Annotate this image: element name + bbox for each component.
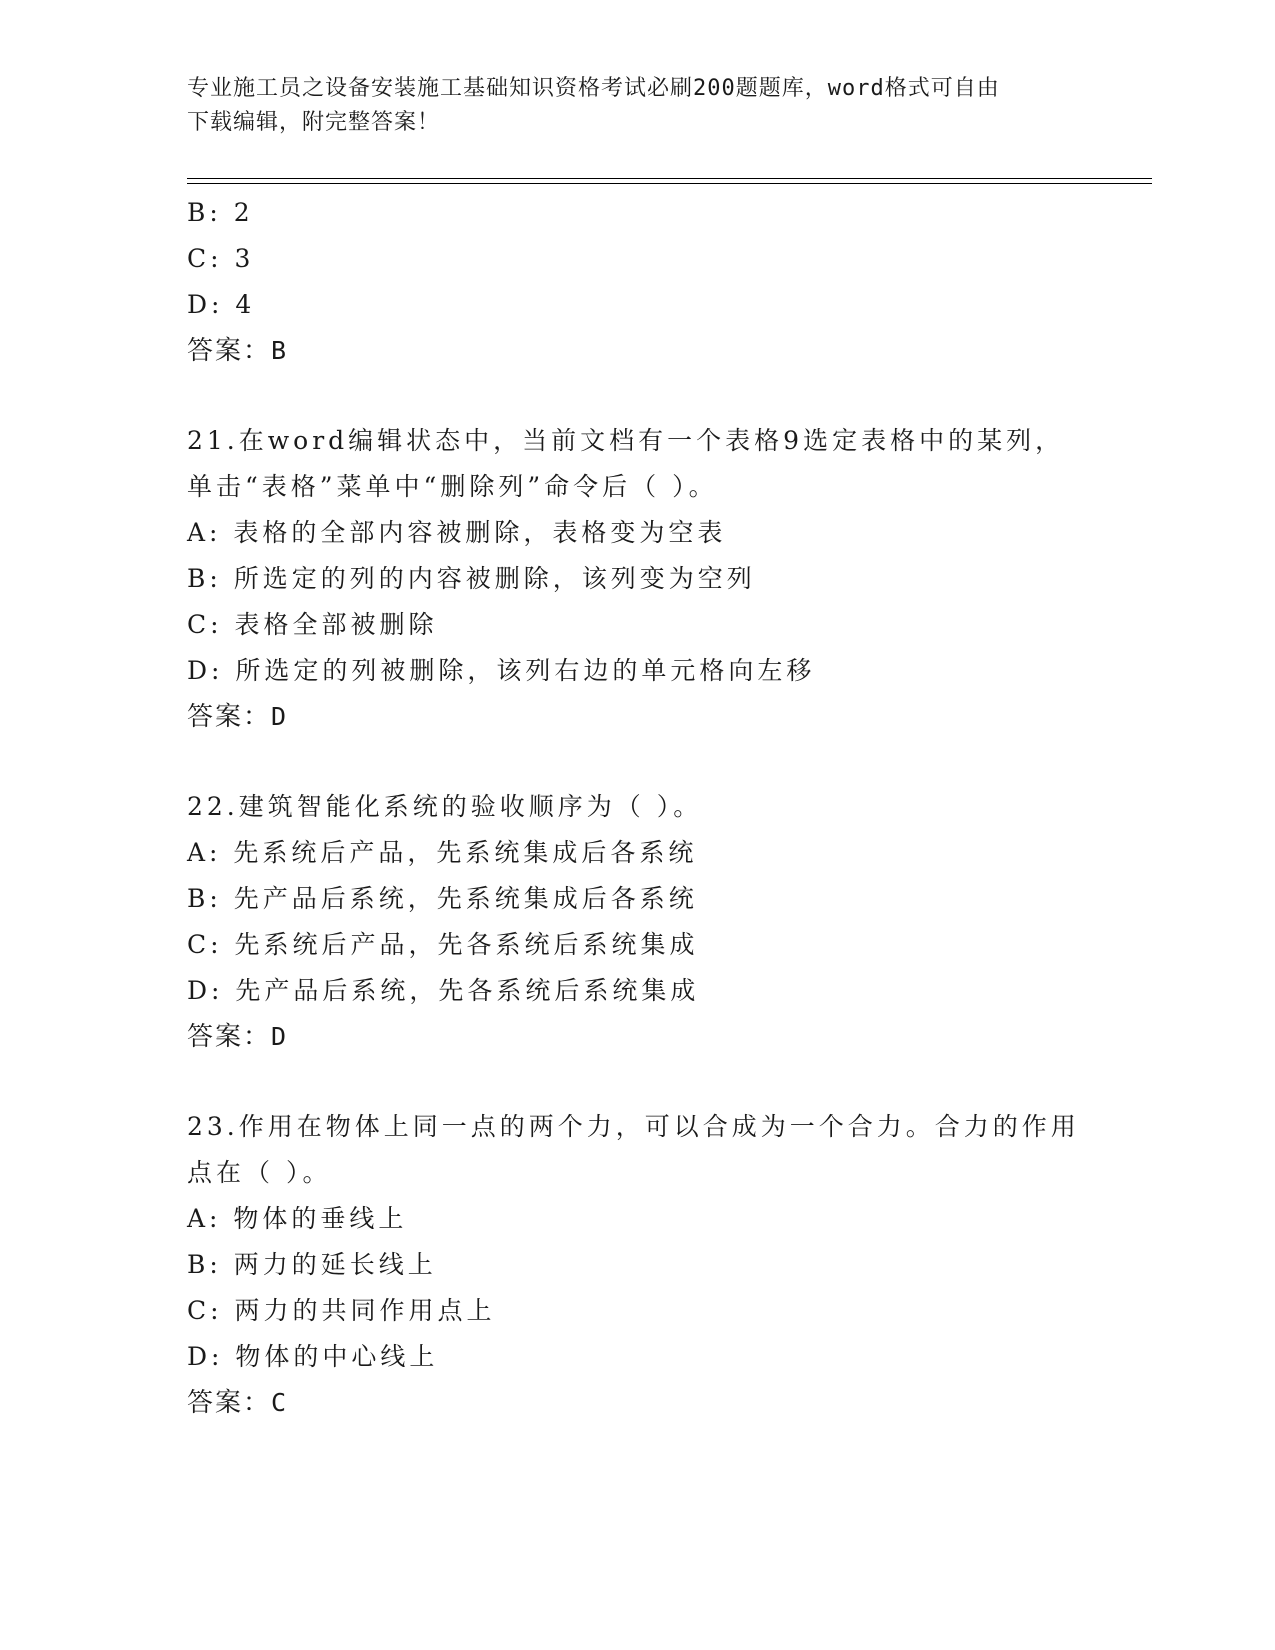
option-c: C: 3 [187, 244, 255, 273]
previous-question-tail [187, 190, 1077, 374]
option-d: D: 先产品后系统，先各系统后系统集成 [187, 976, 700, 1005]
question-23 [187, 1104, 1080, 1426]
question-stem-line: 21.在word编辑状态中，当前文档有一个表格9选定表格中的某列， [187, 426, 1065, 455]
answer-label: 答案： [187, 1022, 272, 1052]
option-c: C: 先系统后产品，先各系统后系统集成 [187, 930, 699, 959]
answer-value: B [271, 336, 289, 365]
answer-line [187, 328, 1077, 374]
header-rule-bottom [187, 183, 1152, 184]
question-stem-line: 点在（ ）。 [187, 1158, 332, 1187]
option-d: D: 物体的中心线上 [187, 1342, 439, 1371]
answer-value: C [271, 1388, 289, 1417]
answer-label: 答案： [187, 702, 272, 732]
question-stem-line: 22.建筑智能化系统的验收顺序为（ ）。 [187, 792, 703, 821]
option-a: A: 表格的全部内容被删除，表格变为空表 [187, 518, 727, 547]
answer-label: 答案： [187, 1388, 272, 1418]
header-line-1: 专业施工员之设备安装施工基础知识资格考试必刷200题题库，word格式可自由 [187, 76, 1000, 101]
answer-line [187, 1380, 1077, 1426]
option-d: D: 4 [187, 290, 256, 319]
option-a: A: 物体的垂线上 [187, 1204, 408, 1233]
answer-value: D [271, 1022, 289, 1051]
option-b: B: 先产品后系统，先系统集成后各系统 [187, 884, 698, 913]
option-c: C: 两力的共同作用点上 [187, 1296, 496, 1325]
question-stem-line: 单击“表格”菜单中“删除列”命令后（ ）。 [187, 472, 718, 501]
answer-value: D [271, 702, 289, 731]
option-b: B: 两力的延长线上 [187, 1250, 437, 1279]
option-b: B: 所选定的列的内容被删除，该列变为空列 [187, 564, 756, 593]
question-22 [187, 784, 1077, 1060]
option-a: A: 先系统后产品，先系统集成后各系统 [187, 838, 698, 867]
answer-label: 答案： [187, 336, 272, 366]
question-stem-line: 23.作用在物体上同一点的两个力，可以合成为一个合力。合力的作用 [187, 1112, 1080, 1141]
document-body [187, 190, 1080, 1426]
answer-line [187, 1014, 1077, 1060]
answer-line [187, 694, 1077, 740]
header-rule-top [187, 178, 1152, 179]
header-line-2: 下载编辑，附完整答案！ [187, 110, 441, 135]
question-21 [187, 418, 1077, 740]
option-b: B: 2 [187, 198, 254, 227]
document-header [187, 72, 1077, 140]
option-c: C: 表格全部被删除 [187, 610, 438, 639]
option-d: D: 所选定的列被删除，该列右边的单元格向左移 [187, 656, 816, 685]
